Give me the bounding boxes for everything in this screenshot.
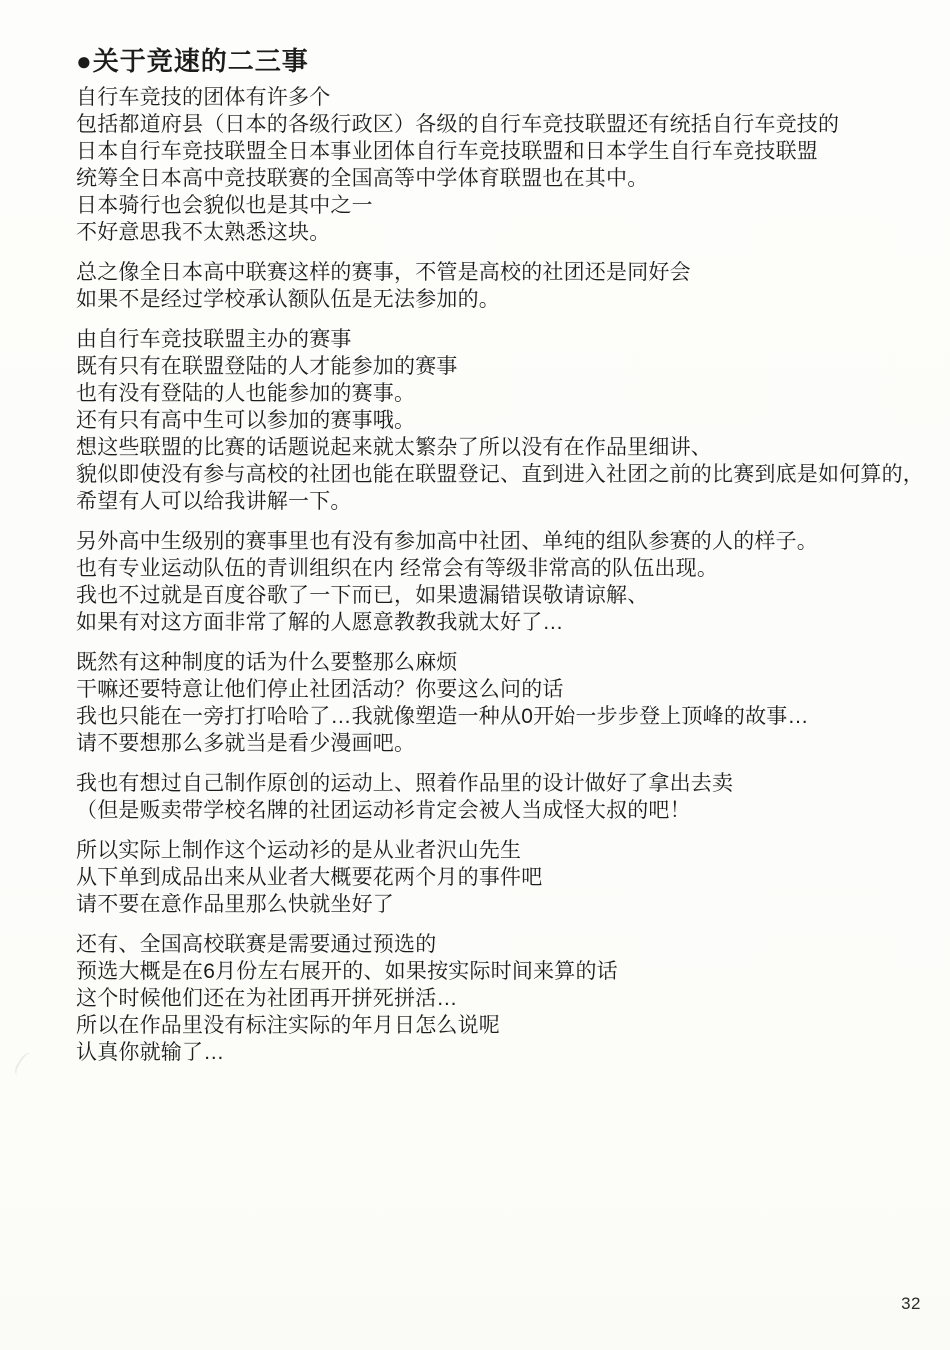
text-line: （但是贩卖带学校名牌的社团运动衫肯定会被人当成怪大叔的吧！	[76, 799, 691, 822]
text-line: 既有只有在联盟登陆的人才能参加的赛事	[76, 355, 458, 378]
text-line: 还有、全国高校联赛是需要通过预选的	[76, 933, 437, 956]
text-line: 另外高中生级别的赛事里也有没有参加高中社团、单纯的组队参赛的人的样子。	[76, 530, 818, 553]
text-line: 由自行车竞技联盟主办的赛事	[76, 328, 352, 351]
text-line: 日本自行车竞技联盟全日本事业团体自行车竞技联盟和日本学生自行车竞技联盟	[76, 140, 818, 163]
paragraph	[76, 528, 900, 636]
text-line: 我也有想过自己制作原创的运动上、照着作品里的设计做好了拿出去卖	[76, 772, 734, 795]
text-line: 包括都道府县（日本的各级行政区）各级的自行车竞技联盟还有统括自行车竞技的	[76, 113, 840, 136]
paragraph	[76, 837, 900, 918]
text-line: 想这些联盟的比赛的话题说起来就太繁杂了所以没有在作品里细讲、	[76, 436, 712, 459]
paragraph	[76, 259, 900, 313]
text-line: 希望有人可以给我讲解一下。	[76, 490, 352, 513]
text-line: 也有专业运动队伍的青训组织在内 经常会有等级非常高的队伍出现。	[76, 557, 719, 580]
text-line: 这个时候他们还在为社团再开拼死拼活…	[76, 987, 458, 1010]
text-line: 日本骑行也会貌似也是其中之一	[76, 194, 373, 217]
text-line: 也有没有登陆的人也能参加的赛事。	[76, 382, 416, 405]
text-line: 预选大概是在6月份左右展开的、如果按实际时间来算的话	[76, 960, 618, 983]
text-line: 所以实际上制作这个运动衫的是从业者沢山先生	[76, 839, 522, 862]
paragraph	[76, 649, 900, 757]
text-line: 从下单到成品出来从业者大概要花两个月的事件吧	[76, 866, 543, 889]
text-line: 认真你就输了…	[76, 1041, 225, 1064]
text-line: 请不要想那么多就当是看少漫画吧。	[76, 732, 416, 755]
text-line: 如果有对这方面非常了解的人愿意教教我就太好了…	[76, 611, 564, 634]
scan-artifact	[12, 1051, 41, 1080]
text-line: 干嘛还要特意让他们停止社团活动？你要这么问的话	[76, 678, 564, 701]
page-title: ●关于竞速的二三事	[76, 46, 309, 76]
text-line: 既然有这种制度的话为什么要整那么麻烦	[76, 651, 458, 674]
text-line: 自行车竞技的团体有许多个	[76, 86, 331, 109]
body-text	[76, 84, 924, 1066]
text-line: 我也只能在一旁打打哈哈了…我就像塑造一种从0开始一步步登上顶峰的故事…	[76, 705, 809, 728]
page-number: 32	[901, 1294, 921, 1313]
paragraph	[76, 770, 900, 824]
text-line: 我也不过就是百度谷歌了一下而已，如果遗漏错误敬请谅解、	[76, 584, 649, 607]
text-line: 总之像全日本高中联赛这样的赛事，不管是高校的社团还是同好会	[76, 261, 691, 284]
text-line: 请不要在意作品里那么快就坐好了	[76, 893, 394, 916]
paragraph	[76, 931, 900, 1066]
text-line: 还有只有高中生可以参加的赛事哦。	[76, 409, 416, 432]
text-line: 所以在作品里没有标注实际的年月日怎么说呢	[76, 1014, 500, 1037]
text-line: 如果不是经过学校承认额队伍是无法参加的。	[76, 288, 500, 311]
paragraph	[76, 326, 924, 515]
paragraph	[76, 84, 900, 246]
text-line: 不好意思我不太熟悉这块。	[76, 221, 331, 244]
text-line: 统筹全日本高中竞技联赛的全国高等中学体育联盟也在其中。	[76, 167, 649, 190]
text-line: 貌似即使没有参与高校的社团也能在联盟登记、直到进入社团之前的比赛到底是如何算的，	[76, 463, 924, 486]
